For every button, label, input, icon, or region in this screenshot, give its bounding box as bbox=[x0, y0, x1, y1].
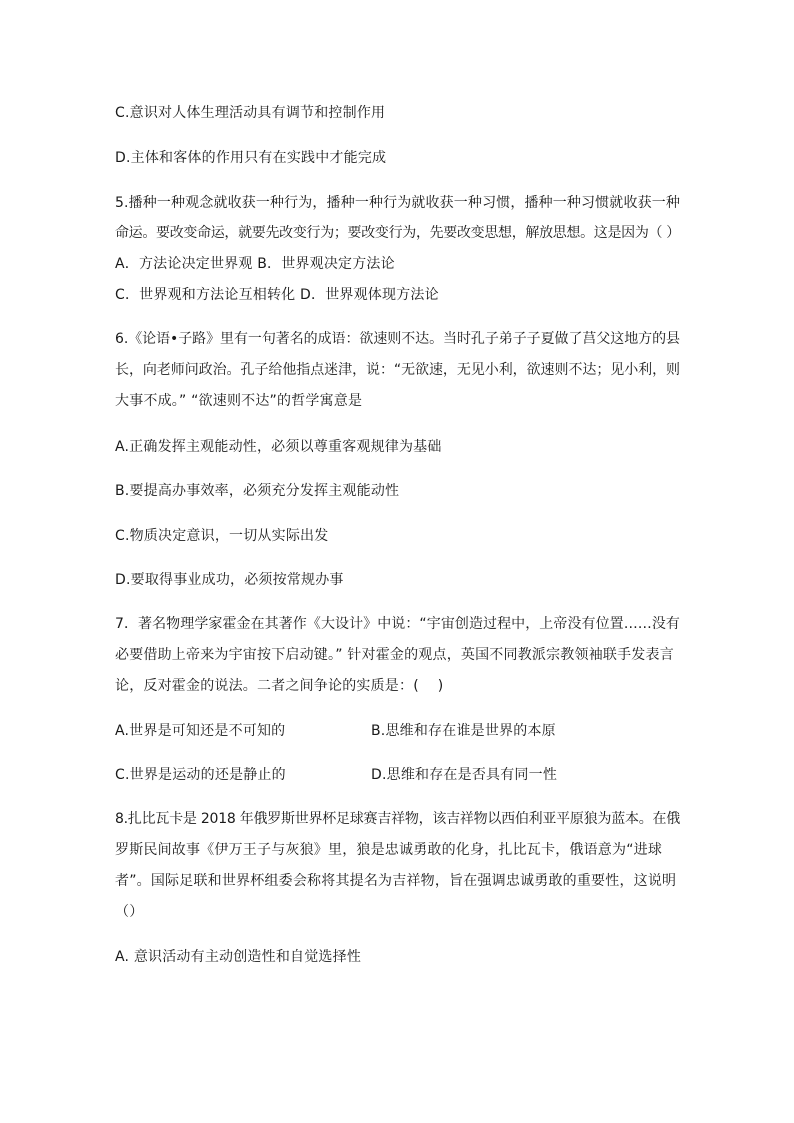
q6-stem-line-3: 大事不成。” “欲速则不达”的哲学寓意是 bbox=[115, 393, 363, 409]
q7-stem-line-1: 7．著名物理学家霍金在其著作《大设计》中说：“宇宙创造过程中，上帝没有位置……没有 bbox=[115, 616, 680, 632]
q7-stem-line-3: 论，反对霍金的说法。二者之间争论的实质是：( ) bbox=[115, 678, 444, 694]
q8-option-a: A. 意识活动有主动创造性和自觉选择性 bbox=[115, 949, 362, 965]
q6-option-a: A.正确发挥主观能动性，必须以尊重客观规律为基础 bbox=[115, 439, 442, 455]
q5-options-ab: A．方法论决定世界观 B．世界观决定方法论 bbox=[115, 256, 395, 272]
q7-option-a: A.世界是可知还是不可知的 bbox=[115, 723, 286, 739]
q4-option-d: D.主体和客体的作用只有在实践中才能完成 bbox=[115, 150, 387, 166]
q5-stem-line-2: 命运。要改变命运，就要先改变行为；要改变行为，先要改变思想，解放思想。这是因为（ ） bbox=[115, 225, 680, 241]
q5-options-cd: C．世界观和方法论互相转化 D．世界观体现方法论 bbox=[115, 287, 439, 303]
q5-stem-line-1: 5.播种一种观念就收获一种行为，播种一种行为就收获一种习惯，播种一种习惯就收获一种 bbox=[115, 195, 680, 211]
q6-stem-line-2: 长，向老师问政治。孔子给他指点迷津，说：“无欲速，无见小利，欲速则不达；见小利，则 bbox=[115, 362, 680, 378]
q7-option-c: C.世界是运动的还是静止的 bbox=[115, 767, 286, 783]
q7-stem-line-2: 必要借助上帝来为宇宙按下启动键。” 针对霍金的观点，英国不同教派宗教领袖联手发表言 bbox=[115, 647, 674, 663]
q4-option-c: C.意识对人体生理活动具有调节和控制作用 bbox=[115, 105, 386, 121]
q7-option-b: B.思维和存在谁是世界的本原 bbox=[371, 723, 556, 739]
q6-option-b: B.要提高办事效率，必须充分发挥主观能动性 bbox=[115, 483, 400, 499]
q6-option-c: C.物质决定意识，一切从实际出发 bbox=[115, 528, 329, 544]
q8-stem-line-2: 罗斯民间故事《伊万王子与灰狼》里，狼是忠诚勇敢的化身，扎比瓦卡，俄语意为“进球 bbox=[115, 842, 663, 858]
q8-stem-line-1: 8.扎比瓦卡是 2018 年俄罗斯世界杯足球赛吉祥物，该吉祥物以西伯利亚平原狼为蓝本。在俄 bbox=[115, 811, 680, 827]
q6-option-d: D.要取得事业成功，必须按常规办事 bbox=[115, 572, 344, 588]
q8-stem-line-4: （） bbox=[115, 904, 144, 920]
q6-stem-line-1: 6.《论语•子路》里有一句著名的成语：欲速则不达。当时孔子弟子子夏做了莒父这地方的县 bbox=[115, 331, 680, 347]
q8-stem-line-3: 者”。国际足联和世界杯组委会称将其提名为吉祥物，旨在强调忠诚勇敢的重要性，这说明 bbox=[115, 873, 677, 889]
q7-option-d: D.思维和存在是否具有同一性 bbox=[371, 767, 558, 783]
